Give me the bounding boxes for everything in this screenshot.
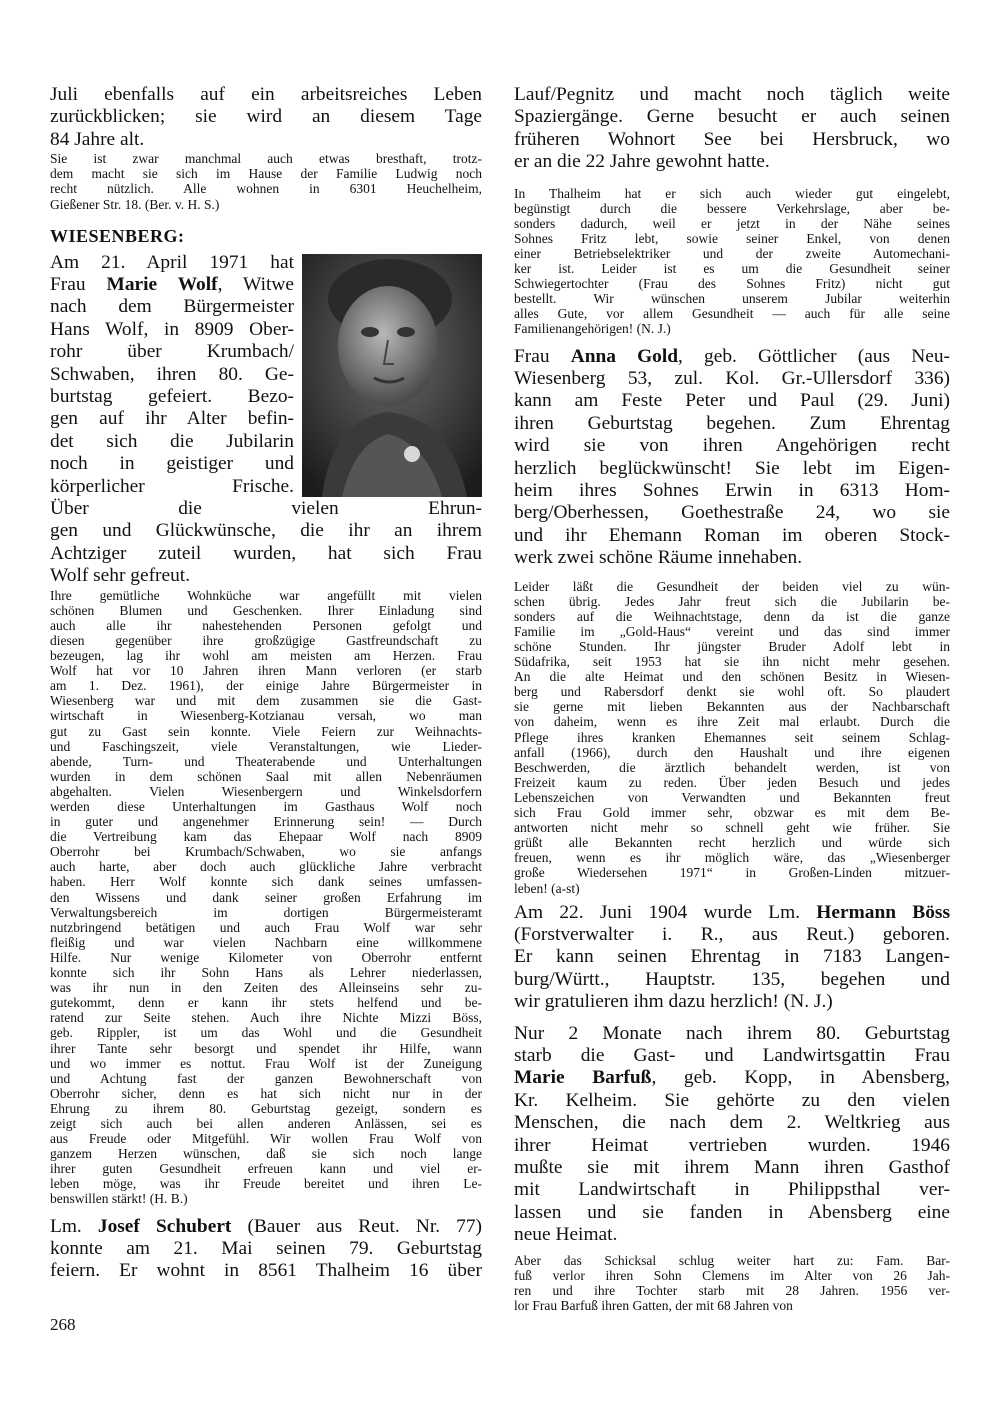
text-line: ihren Geburtstag begehen. Zum Ehrentag [514,412,950,434]
text-line: Gießener Str. 18. (Ber. v. H. S.) [50,196,220,212]
page-number: 268 [50,1315,76,1334]
text-line: burtstag gefeiert. Bezo- [50,386,294,408]
text-line: Lauf/Pegnitz und macht noch täglich weite [514,84,950,105]
text-line: und ihr Ehemann Roman im oberen Stock- [514,524,950,546]
text-line: konnte am 21. Mai seinen 79. Geburtstag [50,1237,482,1259]
text-line: und wo immer es nottut. Frau Wolf ist der Zuneigung [50,1055,482,1071]
text-line: ihrer guten Gesundheit erfreuen kann und viel er- [50,1161,482,1177]
text-line: Frau Marie Wolf, Witwe [50,274,294,295]
text-line: bezeugen, lag ihr wohl am meisten am Herzen. Frau [50,648,482,664]
text-line: Juli ebenfalls auf ein arbeitsreiches Leben [50,84,482,105]
text-line: ker ist. Leider ist es um die Gesundheit seiner [514,261,950,277]
wolf-details [50,588,482,1207]
text-line: und Faschingszeit, viele Veranstaltungen, wie Lieder- [50,738,482,754]
text-line: sie gerne mit lieben Bekannten aus der Nachbarschaft [514,699,950,715]
text-line: wurden in dem schönen Saal mit allen Nebenräumen [50,768,482,784]
gold-paragraph [514,346,950,570]
text-line: abende, Turn- und Theaterabende und Unterhaltungen [50,753,482,769]
text-line: von daheim, wenn es ihre Zeit mal erlaubt. Durch die [514,714,950,730]
section-heading: WIESENBERG: [50,225,185,246]
text-line: wird sie von ihren Angehörigen recht [514,435,950,457]
text-line: schöne Stunden. Ihr jüngster Bruder Adolf lebt in [514,639,950,654]
text-line: gutekommt, denn er kann ihr stets helfend und be- [50,995,482,1011]
text-line: ren und ihre Tochter starb mit 28 Jahren. 1956 ver- [514,1282,950,1298]
text-line: Verwaltungsbereich im dortigen Bürgermeisteramt [50,904,482,920]
text-line: freuen, wenn es ihr möglich wäre, das „Wiesenberger [514,850,950,866]
text-line: Ihre gemütliche Wohnküche war angefüllt mit vielen [50,587,482,603]
text-line: die Vertreibung kam das Ehepaar Wolf nach 8909 [50,829,482,845]
text-line: gut zu Gast sein konnte. Viele Feiern zur Weihnachts- [50,723,482,739]
text-line: Südafrika, seit 1953 hat sie ihn nicht mehr gesehen. [514,654,950,670]
text-line: wir gratulieren ihm dazu herzlich! (N. J.) [514,991,833,1013]
text-line: sonders auf die Weihnachtstage, denn da ist die ganze [514,608,950,624]
text-line: früheren Wohnort See bei Hersbruck, wo [514,128,950,150]
text-line: In Thalheim hat er sich auch wieder gut eingelebt, [514,185,950,201]
text-line: aus Freude oder Mitgefühl. Wir wollen Frau Wolf von [50,1131,482,1147]
text-line: Aber das Schicksal schlug weiter hart zu: Fam. Bar- [514,1252,950,1268]
text-line: Marie Barfuß, geb. Kopp, in Abensberg, [514,1067,950,1089]
text-line: große Wiedersehen 1971“ in Großen-Linden mitzuer- [514,865,950,881]
text-line: Am 21. April 1971 hat [50,251,294,273]
text-line: ihrer Tante sehr besorgt und spendet ihr Hilfe, wann [50,1040,482,1056]
text-line: noch in geistiger und [50,453,294,475]
text-line: anfall (1966), durch den Haushalt und ihre eigenen [514,744,950,760]
text-line: Pflege ihres kranken Ehemannes seit seinem Schlag- [514,729,950,745]
text-line: heim ihres Sohnes Erwin in 6313 Hom- [514,480,950,501]
person-name: Anna Gold [570,345,679,367]
text-line: Kr. Kelheim. Sie gehörte zu den vielen [514,1089,950,1111]
schubert-details [514,186,950,337]
text-line: fuß verlor ihren Sohn Clemens im Alter von 26 Jah- [514,1267,950,1283]
text-line: grüßt alle Bekannten recht herzlich und würde sich [514,835,950,851]
text-line: Oberrohr sicher, denn es hat sich nicht nur in der [50,1085,482,1101]
text-line: den Wissens und dank seiner großen Erfahrung im [50,889,482,905]
text-line: sonders dadurch, weil er jetzt in der Nähe seines [514,215,950,231]
text-line: nach dem Bürgermeister [50,296,294,318]
intro-paragraph [50,84,482,151]
person-name: Josef Schubert [97,1215,232,1237]
text-line: haben. Herr Wolf konnte sich dank seines umfassen- [50,874,482,890]
text-line: zurückblicken; sie wird an diesem Tage [50,106,482,128]
text-line: sich Frau Gold immer sehr, obzwar es mit dem Be- [514,805,950,821]
text-line: und Achtung fast der ganzen Bewohnerschaft von [50,1070,482,1086]
text-line: Er kann seinen Ehrentag in 7183 Langen- [514,946,950,968]
text-line: lor Frau Barfuß ihren Gatten, der mit 68 Jahren von [514,1297,793,1313]
text-line: am 1. Dez. 1961), der einige Jahre Bürgermeister in [50,678,482,694]
schubert-continued [514,84,950,174]
text-line: körperlicher Frische. [50,475,294,497]
text-line: (Forstverwalter i. R., aus Reut.) geboren. [514,924,950,945]
text-line: Sie ist zwar manchmal auch etwas bresthaft, trotz- [50,151,482,167]
person-name: Marie Barfuß [514,1067,652,1089]
text-line: Spaziergänge. Gerne besucht er auch seinen [514,106,950,128]
text-line: nutzbringend betätigen und auch Frau Wolf war sehr [50,919,482,935]
text-line: gen und Glückwünsche, die ihr an ihrem [50,520,482,542]
text-line: Sohnes Fritz lebt, sowie seiner Enkel, von denen [514,230,950,246]
text-line: auch alle ihr nahestehenden Personen gefolgt und [50,617,482,633]
text-line: dem macht sie sich im Hause der Familie Ludwig noch [50,166,482,182]
text-line: diesen gegenüber ihre großzügige Gastfreundschaft zu [50,632,482,648]
text-line: Beschwerden, die ärztlich behandelt werden, ist von [514,759,950,775]
right-column [514,84,950,1313]
text-line: werden diese Unterhaltungen im Gasthaus Wolf noch [50,799,482,814]
text-line: er an die 22 Jahre gewohnt hatte. [514,151,770,173]
boess-paragraph [514,902,950,1014]
barfuss-details [514,1253,950,1313]
text-line: schönen Blumen und Geschenken. Ihrer Einladung sind [50,602,482,618]
text-line: fleißig und war vielen Nachbarn eine willkommene [50,934,482,950]
text-line: Oberrohr bei Krumbach/Schwaben, wo sie anfangs [50,844,482,860]
text-line: Familie im „Gold-Haus“ vereint und das sind immer [514,623,950,639]
gold-details [514,579,950,896]
barfuss-paragraph [514,1023,950,1247]
text-line: starb die Gast- und Landwirtsgattin Frau [514,1045,950,1067]
text-line: recht nützlich. Alle wohnen in 6301 Heuchelheim, [50,181,482,197]
text-line: was ihr nun in den Zeiten des Alleinseins sehr zu- [50,980,482,996]
text-line: berg und Rabersdorf denkt sie wohl oft. So plaudert [514,684,950,700]
text-line: ganzem Herzen wünschen, daß sie sich noch lange [50,1146,482,1162]
text-line: bestellt. Wir wünschen unserem Jubilar weiterhin [514,291,950,307]
text-line: Schwiegertochter (Frau des Sohnes Fritz) nicht gut [514,276,950,292]
text-line: Frau Anna Gold, geb. Göttlicher (aus Neu- [514,345,950,367]
text-line: Schwaben, ihren 80. Ge- [50,363,294,385]
text-line: Leider läßt die Gesundheit der beiden viel zu wün- [514,578,950,594]
text-line: feiern. Er wohnt in 8561 Thalheim 16 über [50,1260,482,1282]
text-line: mußte sie mit ihrem Mann ihren Gasthof [514,1157,950,1179]
text-line: Wolf hat vor 10 Jahren ihren Mann verloren (er starb [50,663,482,679]
text-line: Lebenszeichen von Verwandten und Bekannten freut [514,789,950,805]
text-line: Wiesenberg war und mit dem zusammen sie die Gast- [50,693,482,709]
text-line: det sich die Jubilarin [50,430,294,452]
text-line: Achtziger zuteil wurden, hat sich Frau [50,542,482,564]
text-line: ratend zur Seite stehen. Auch ihre Nichte Mizzi Böss, [50,1010,482,1026]
person-name: Hermann Böss [816,901,951,923]
text-line: wirtschaft in Wiesenberg-Kotzianau versah, wo man [50,708,482,724]
text-line: alles Gute, vor allem Gesundheit — auch für alle seine [514,306,950,322]
text-line: lassen und sie fanden in Abensberg eine [514,1201,950,1223]
text-line: berg/Oberhessen, Goethestraße 24, wo sie [514,502,950,524]
text-line: schen übrig. Jedes Jahr freut sich die Jubilarin be- [514,593,950,609]
text-line: benswillen stärkt! (H. B.) [50,1191,188,1207]
text-line: burg/Württ., Hauptstr. 135, begehen und [514,968,950,990]
text-line: geb. Rippler, ist um das Wohl und die Gesundheit [50,1025,482,1041]
text-line: Menschen, die nach dem 2. Weltkrieg aus [514,1112,950,1134]
portrait-image [302,254,482,497]
text-line: Hilfe. Nur wenige Kilometer von Oberrohr entfernt [50,949,482,965]
text-line: zeigt sich auch bei allen anderen Anlässen, sei es [50,1115,482,1131]
text-line: Wiesenberg 53, zul. Kol. Gr.-Ullersdorf 336) [514,367,950,389]
text-line: mit Landwirtschaft in Philippsthal ver- [514,1179,950,1201]
text-line: einer Betriebselektriker und der zweite Automechani- [514,246,950,261]
text-line: werk zwei schöne Räume innehaben. [514,547,803,569]
text-line: begünstigt durch die bessere Verkehrslage, aber be- [514,200,950,216]
text-line: 84 Jahre alt. [50,128,145,150]
text-line: leben! (a-st) [514,880,580,896]
text-line: antworten nicht mehr so schnell geht wie früher. Sie [514,820,950,836]
text-line: Nur 2 Monate nach ihrem 80. Geburtstag [514,1022,950,1044]
text-line: neue Heimat. [514,1224,618,1246]
text-line: abgehalten. Vielen Wiesenbergern und Winkelsdorfern [50,783,482,799]
text-line: Ehrung zu ihrem 80. Geburtstag gezeigt, sondern es [50,1100,482,1116]
text-line: herzlich beglückwünscht! Sie lebt im Eigen- [514,457,950,479]
text-line: rohr über Krumbach/ [50,341,294,363]
text-line: auch harte, aber doch auch glückliche Jahre verbracht [50,859,482,875]
text-line: gen auf ihr Alter befin- [50,408,294,430]
text-line: Lm. Josef Schubert (Bauer aus Reut. Nr. 77) [50,1215,483,1237]
intro-note [50,151,482,211]
text-line: Hans Wolf, in 8909 Ober- [50,318,294,340]
person-name: Marie Wolf [106,274,218,295]
text-line: Freizeit kaum zu reden. Über jeden Besuch und jedes [514,774,950,790]
text-line: kann am Feste Peter und Paul (29. Juni) [514,390,950,412]
text-line: in guter und angenehmer Erinnerung sein! — Durch [50,814,482,830]
text-line: Familienangehörigen! (N. J.) [514,321,671,337]
text-line: An die alte Heimat und den schönen Besitz in Wiesen- [514,669,950,685]
portrait-photo [302,254,482,497]
text-line: Am 22. Juni 1904 wurde Lm. Hermann Böss [514,901,951,923]
text-line: ihrer Heimat vertrieben wurden. 1946 [514,1134,950,1156]
text-line: Über die vielen Ehrun- [50,498,482,520]
text-line: leben möge, was ihr Freude bereitet und ihren Le- [50,1176,482,1192]
schubert-paragraph [50,1216,482,1283]
left-column [50,84,482,1283]
text-line: Wolf sehr gefreut. [50,565,191,587]
text-line: konnte sich ihr Sohn Hans als Lehrer niederlassen, [50,965,482,981]
